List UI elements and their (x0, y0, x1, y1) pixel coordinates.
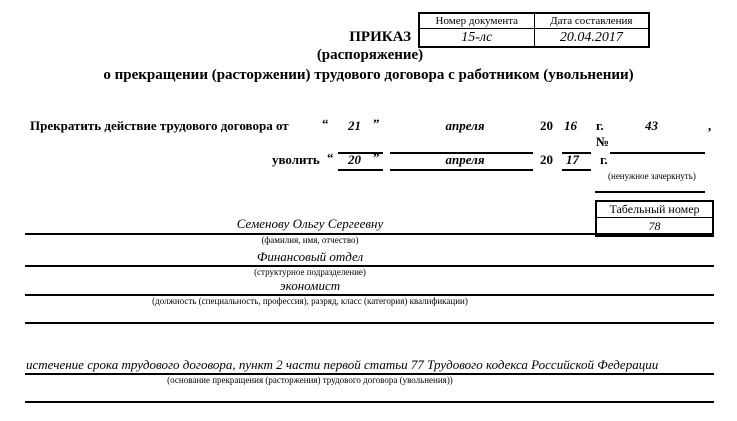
terminate-month: апреля (445, 118, 485, 133)
basis-line-2 (25, 401, 714, 403)
terminate-year: 16 (564, 118, 577, 133)
doc-date: 20.04.2017 (534, 29, 649, 48)
strike-note: (ненужное зачеркнуть) (608, 171, 696, 181)
dismiss-label: уволить (272, 152, 320, 167)
dismiss-day-line (338, 169, 383, 171)
employee-name: Семенову Ольгу Сергеевну (236, 216, 384, 231)
dismiss-century: 20 (540, 152, 553, 167)
basis-caption: (основание прекращения (расторжения) трудового договора (увольнения)) (167, 375, 453, 385)
document-info-table (418, 12, 650, 48)
terminate-number-line (610, 152, 705, 154)
terminate-label: Прекратить действие трудового договора от (30, 118, 289, 133)
terminate-day: 21 (348, 118, 361, 133)
department-caption: (структурное подразделение) (254, 267, 366, 277)
dismiss-month: апреля (445, 152, 485, 167)
order-subtitle: (распоряжение) (316, 47, 424, 63)
terminate-comma: , (708, 118, 712, 133)
tab-number-table (595, 200, 714, 237)
terminate-number: 43 (645, 118, 658, 133)
doc-number-label: Номер документа (419, 13, 534, 29)
dismiss-open-quote: “ (327, 150, 334, 165)
doc-number: 15-лс (419, 29, 534, 48)
dismiss-day: 20 (348, 152, 361, 167)
terminate-number-sign: № (596, 134, 610, 149)
position: экономист (279, 278, 341, 293)
dismiss-year: 17 (566, 152, 579, 167)
department: Финансовый отдел (256, 249, 364, 264)
dismiss-close-quote: ” (373, 150, 380, 165)
tab-number-label: Табельный номер (596, 201, 713, 218)
terminate-century: 20 (540, 118, 553, 133)
dismiss-year-line (562, 169, 591, 171)
terminate-open-quote: “ (322, 116, 329, 131)
order-heading: о прекращении (расторжении) трудового договора с работником (увольнении) (103, 67, 634, 83)
dismiss-month-line (390, 169, 533, 171)
position-caption: (должность (специальность, профессия), разряд, класс (категория) квалификации) (152, 296, 468, 306)
name-caption: (фамилия, имя, отчество) (261, 235, 359, 245)
dismiss-year-suffix: г. (600, 152, 608, 167)
terminate-close-quote: ” (373, 116, 380, 131)
doc-date-label: Дата составления (534, 13, 649, 29)
terminate-year-suffix: г. (596, 118, 604, 133)
position-line-2 (25, 322, 714, 324)
blank-line (595, 191, 705, 193)
basis-text: истечение срока трудового договора, пункт 2 части первой статьи 77 Трудового кодекса Российской Федерации (26, 357, 659, 372)
tab-number: 78 (596, 218, 713, 237)
order-title: ПРИКАЗ (349, 29, 411, 45)
